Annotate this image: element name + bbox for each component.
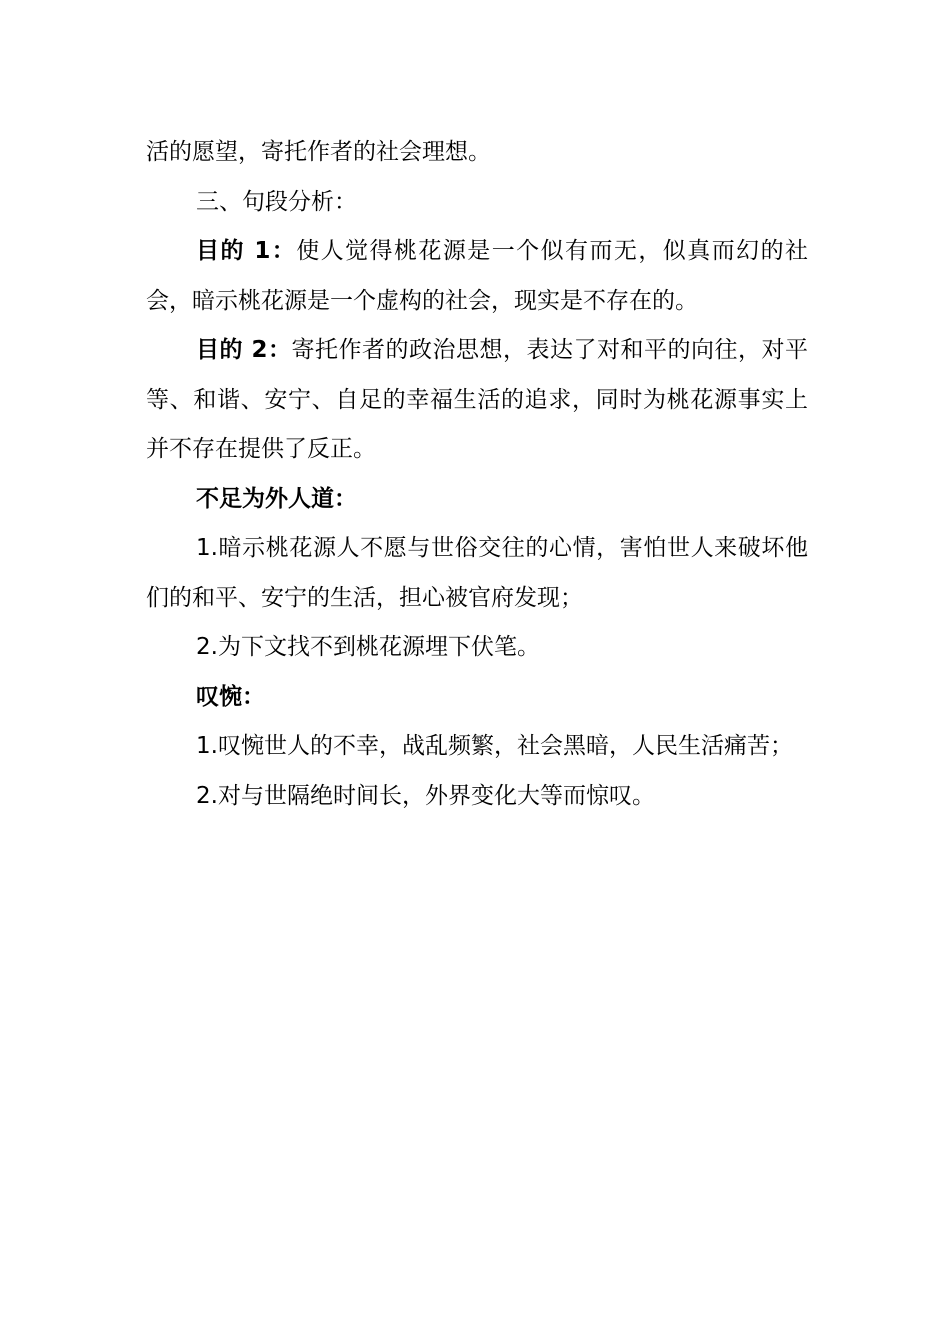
- list-item-3: 1.叹惋世人的不幸，战乱频繁，社会黑暗，人民生活痛苦；: [196, 733, 793, 759]
- paragraph-continuation: 活的愿望，寄托作者的社会理想。: [146, 139, 491, 165]
- purpose-2-label: 目的 2：: [196, 337, 292, 363]
- paragraph-purpose-1: [146, 227, 808, 326]
- list-item-1: 1.暗示桃花源人不愿与世俗交往的心情，害怕世人来破坏他们的和平、安宁的生活，担心被官府发现；: [146, 535, 808, 611]
- section-heading-analysis: 三、句段分析：: [196, 188, 357, 215]
- paragraph-purpose-2: [146, 326, 808, 475]
- subheading-tan-wan: 叹惋：: [196, 683, 265, 710]
- purpose-1-text: 使人觉得桃花源是一个似有而无，似真而幻的社会，暗示桃花源是一个虚构的社会，现实是不存在的。: [146, 238, 809, 314]
- purpose-1-label: 目的 1：: [196, 238, 297, 264]
- list-item-4: 2.对与世隔绝时间长，外界变化大等而惊叹。: [196, 782, 655, 809]
- subheading-bu-zu-wei-wai-ren-dao: 不足为外人道：: [196, 485, 357, 512]
- document-body: [146, 128, 808, 821]
- list-item-2: 2.为下文找不到桃花源埋下伏笔。: [196, 634, 540, 660]
- purpose-2-text: 寄托作者的政治思想，表达了对和平的向往，对平等、和谐、安宁、自足的幸福生活的追求，同时为桃花源事实上并不存在提供了反正。: [146, 337, 809, 462]
